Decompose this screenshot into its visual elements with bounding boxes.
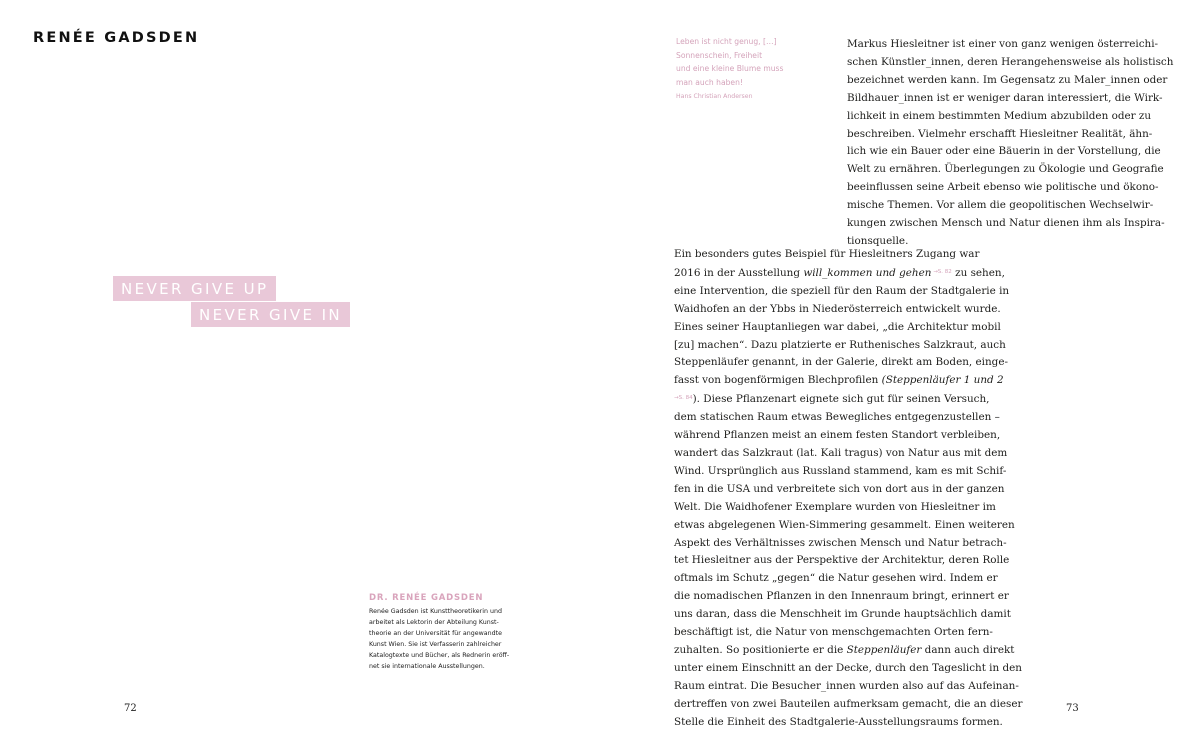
text-line: Aspekt des Verhältnisses zwischen Mensch und Natur betrach- — [674, 536, 1007, 549]
text-line — [674, 642, 1024, 660]
exhibition-title: will_kommen und gehen — [803, 266, 932, 279]
text-line: uns daran, dass die Menschheit im Grunde hauptsächlich damit — [674, 608, 1011, 621]
page-reference: →S. 84 — [674, 395, 693, 402]
author-heading: RENÉE GADSDEN — [33, 30, 200, 46]
text-line: während Pflanzen meist an einem festen Standort verbleiben, — [674, 429, 1001, 442]
text-line: Welt. Die Waidhofener Exemplare wurden von Hiesleitner im — [674, 500, 996, 513]
text-line: beschreiben. Vielmehr erschafft Hiesleitner Realität, ähn- — [847, 127, 1153, 140]
text-line: Waidhofen an der Ybbs in Niederösterreich entwickelt wurde. — [674, 302, 1001, 315]
bio-line: net sie internationale Ausstellungen. — [369, 663, 485, 670]
text-line: unter einem Einschnitt an der Decke, durch den Tageslicht in den — [674, 661, 1022, 674]
intro-paragraph — [847, 36, 1182, 251]
text-segment: 2016 in der Ausstellung — [674, 266, 804, 279]
text-line: wandert das Salzkraut (lat. Kali tragus) von Natur aus mit dem — [674, 446, 1008, 459]
text-line: dertreffen von zwei Bauteilen aufmerksam gemacht, die an dieser — [674, 697, 1023, 710]
text-line: Welt zu ernähren. Überlegungen zu Ökologie und Geografie — [847, 163, 1164, 176]
text-line: lichkeit in einem bestimmten Medium abzubilden oder zu — [847, 109, 1152, 122]
page-number-right: 73 — [1066, 703, 1079, 714]
epigraph-quote — [676, 35, 816, 100]
text-line — [674, 264, 1024, 283]
text-line: schen Künstler_innen, deren Herangehensweise als holistisch — [847, 55, 1174, 68]
quote-line: Sonnenschein, Freiheit — [676, 50, 763, 60]
text-line: bezeichnet werden kann. Im Gegensatz zu Maler_innen oder — [847, 73, 1168, 86]
slogan-line-2: NEVER GIVE IN — [191, 302, 350, 327]
text-line: beeinflussen seine Arbeit ebenso wie politische und ökono- — [847, 181, 1159, 194]
text-line: Markus Hiesleitner ist einer von ganz wenigen österreichi- — [847, 38, 1159, 50]
quote-line: und eine kleine Blume muss — [676, 64, 784, 74]
bio-line: Renée Gadsden ist Kunsttheoretikerin und — [369, 608, 502, 615]
text-line — [674, 372, 1024, 390]
right-page — [600, 0, 1200, 743]
artwork-title: (Steppenläufer 1 und 2 — [881, 374, 1004, 387]
text-line — [674, 390, 1024, 409]
text-line: mische Themen. Vor allem die geopolitischen Wechselwir- — [847, 199, 1154, 212]
text-line: Stelle die Einheit des Stadtgalerie-Ausstellungsraums formen. — [674, 715, 1003, 728]
page-number-left: 72 — [124, 703, 137, 714]
quote-line: man auch haben! — [676, 77, 743, 87]
bio-line: Katalogtexte und Bücher, als Rednerin eröff- — [369, 652, 510, 659]
text-line: Bildhauer_innen ist er weniger daran interessiert, die Wirk- — [847, 91, 1163, 104]
text-line: [zu] machen“. Dazu platzierte er Ruthenisches Salzkraut, auch — [674, 338, 1006, 351]
text-segment: fasst von bogenförmigen Blechprofilen — [674, 374, 882, 387]
text-line: tionsquelle. — [847, 234, 909, 247]
text-line: dem statischen Raum etwas Bewegliches entgegenzustellen – — [674, 411, 1000, 424]
text-line: etwas abgelegenen Wien-Simmering gesammelt. Einen weiteren — [674, 518, 1015, 531]
bio-text — [369, 606, 539, 672]
text-segment: dann auch direkt — [921, 643, 1015, 656]
main-paragraph — [674, 246, 1024, 731]
text-line: Raum eintrat. Die Besucher_innen wurden also auf das Aufeinan- — [674, 679, 1019, 692]
slogan-line-1: NEVER GIVE UP — [113, 276, 276, 301]
text-segment: ). Diese Pflanzenart eignete sich gut für seinen Versuch, — [692, 393, 990, 406]
text-line: Wind. Ursprünglich aus Russland stammend, kam es mit Schif- — [674, 464, 1007, 477]
text-line: die nomadischen Pflanzen in den Innenraum bringt, erinnert er — [674, 590, 1009, 603]
text-line: Steppenläufer genannt, in der Galerie, direkt am Boden, einge- — [674, 356, 1008, 369]
quote-author: Hans Christian Andersen — [676, 93, 753, 101]
text-line: eine Intervention, die speziell für den Raum der Stadtgalerie in — [674, 284, 1010, 297]
text-line: kungen zwischen Mensch und Natur dienen ihm als Inspira- — [847, 217, 1165, 230]
text-line: Eines seiner Hauptanliegen war dabei, „die Architektur mobil — [674, 320, 1001, 333]
text-line: lich wie ein Bauer oder eine Bäuerin in der Vorstellung, die — [847, 145, 1161, 158]
artwork-title: Steppenläufer — [846, 643, 922, 656]
text-line: tet Hiesleitner aus der Perspektive der Architektur, deren Rolle — [674, 554, 1010, 567]
bio-name: DR. RENÉE GADSDEN — [369, 593, 484, 603]
bio-line: Kunst Wien. Sie ist Verfasserin zahlreicher — [369, 641, 502, 648]
author-bio — [369, 593, 539, 672]
text-segment: zu sehen, — [951, 266, 1005, 279]
text-segment: zuhalten. So positionierte er die — [674, 643, 847, 656]
bio-line: arbeitet als Lektorin der Abteilung Kunst- — [369, 619, 499, 626]
page-reference: →S. 82 — [931, 268, 952, 275]
text-line: Ein besonders gutes Beispiel für Hiesleitners Zugang war — [674, 248, 980, 260]
quote-text — [676, 35, 816, 89]
quote-line: Leben ist nicht genug, […] — [676, 37, 777, 46]
text-line: fen in die USA und verbreitete sich von dort aus in der ganzen — [674, 482, 1005, 495]
text-line: beschäftigt ist, die Natur von menschgemachten Orten fern- — [674, 626, 993, 639]
text-line: oftmals im Schutz „gegen“ die Natur gesehen wird. Indem er — [674, 572, 998, 585]
bio-line: theorie an der Universität für angewandte — [369, 630, 502, 637]
